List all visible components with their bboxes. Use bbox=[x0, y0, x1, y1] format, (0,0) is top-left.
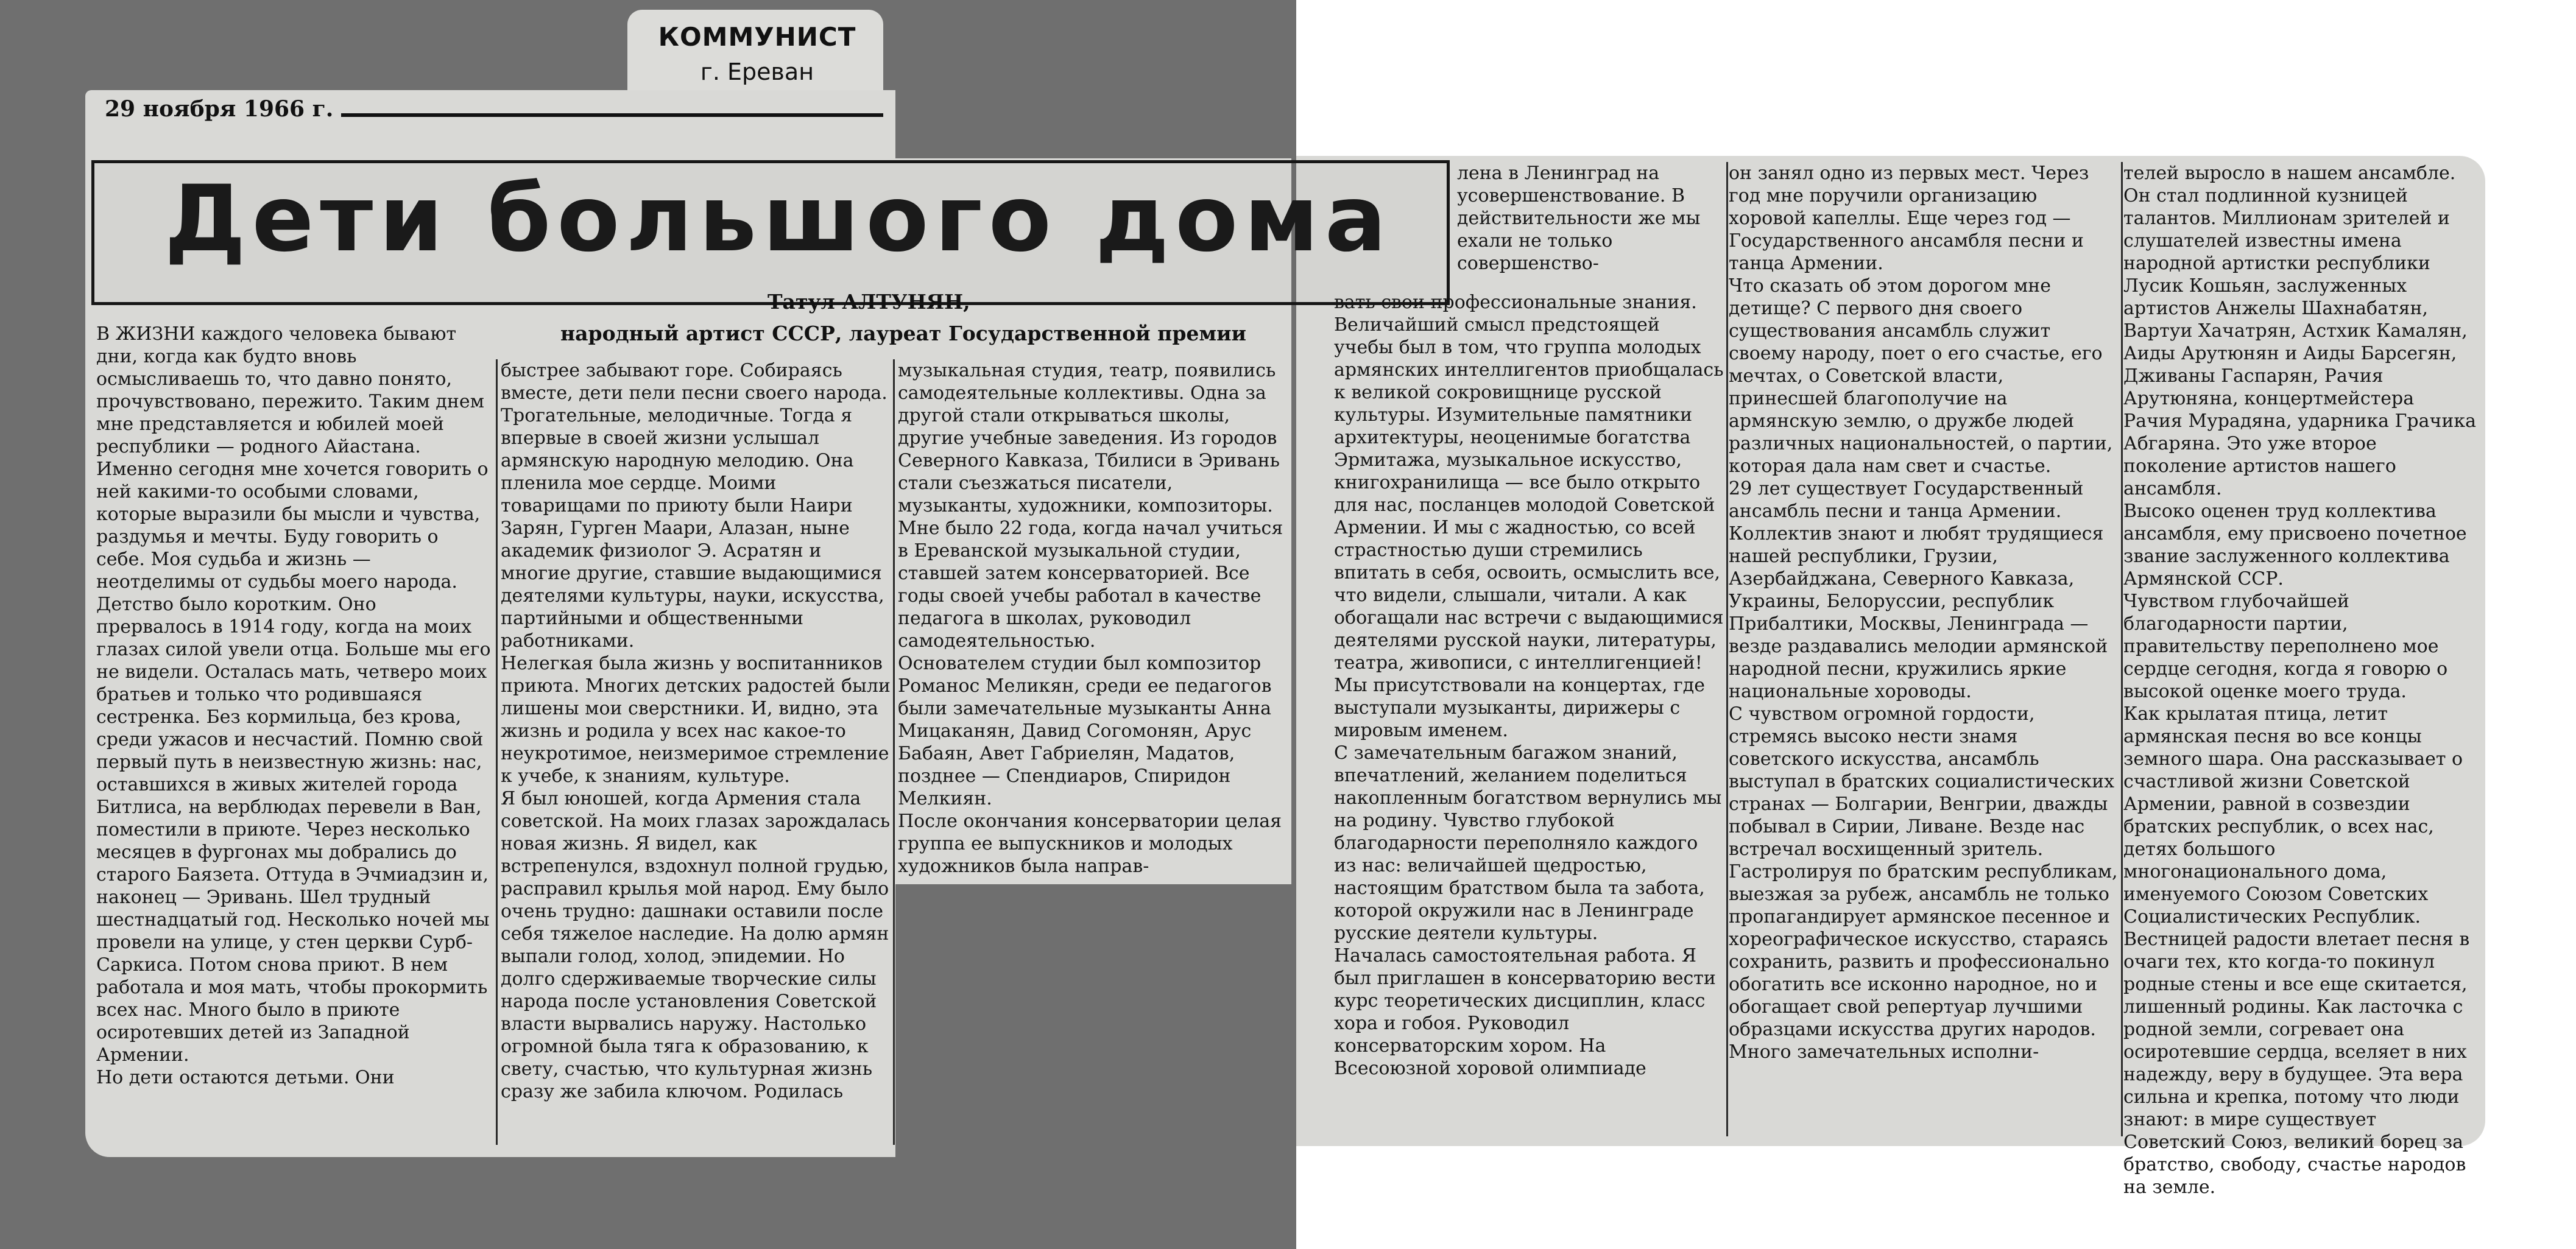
article-column-5: он занял одно из первых мест. Через год мне поручили организацию хоровой капеллы. Еще через год — Государственного ансамбля песни и танца Армении. Что сказать об этом дорогом мне детище? С первого дня своего существования ансамбль служит своему народу, поет о его счастье, его мечтах, о Советской власти, принесшей благополучие на армянскую землю, о дружбе людей различных национальностей, о партии, которая дала нам свет и счастье. 29 лет существует Государственный ансамбль песни и танца Армении. Коллектив знают и любят трудящиеся нашей республики, Грузии, Азербайджана, Северного Кавказа, Украины, Белоруссии, республик Прибалтики, Москвы, Ленинграда — везде раздавались мелодии армянской народной песни, кружились яркие национальные хороводы. С чувством огромной гордости, стремясь высоко нести знамя советского искусства, ансамбль выступал в братских социалистических странах — Болгарии, Венгрии, дважды побывал в Сирии, Ливане. Везде нас встречал восхищенный зритель. Гастролируя по братским республикам, выезжая за рубеж, ансамбль не только пропагандирует армянское песенное и хореографическое искусство, стараясь сохранить, развить и профессионально обогатить все исконно народное, но и обогащает свой репертуар лучшими образцами искусства других народов. Много замечательных исполни- bbox=[1729, 163, 2118, 1063]
author-name: Татул АЛТУНЯН, bbox=[768, 290, 970, 314]
newspaper-city: г. Ереван bbox=[700, 58, 814, 85]
date-rule bbox=[341, 113, 883, 117]
column-divider bbox=[2121, 162, 2123, 1136]
article-column-6: телей выросло в нашем ансамбле. Он стал подлинной кузницей талантов. Миллионам зрителей и слушателей известны имена народной артистки республики Лусик Кошьян, заслуженных артистов Анжелы Шахнабатян, Вартуи Хачатрян, Астхик Камалян, Аиды Арутюнян и Аиды Барсегян, Дживаны Гаспарян, Рачия Арутюняна, концертмейстера Рачия Мурадяна, ударника Грачика Абгаряна. Это уже второе поколение артистов нашего ансамбля. Высоко оценен труд коллектива ансамбля, ему присвоено почетное звание заслуженного коллектива Армянской ССР. Чувством глубочайшей благодарности партии, правительству переполнено мое сердце сегодня, когда я говорю о высокой оценке моего труда. Как крылатая птица, летит армянская песня во все концы земного шара. Она рассказывает о счастливой жизни Советской Армении, равной в созвездии братских республик, о всех нас, детях большого многонационального дома, именуемого Союзом Советских Социалистических Республик. Вестницей радости влетает песня в очаги тех, кто когда-то покинул родные стены и все еще скитается, лишенный родины. Как ласточка с родной земли, согревает она осиротевшие сердца, вселяет в них надежду, веру в будущее. Эта вера сильна и крепка, потому что люди знают: в мире существует Советский Союз, великий борец за братство, свободу, счастье народов на земле. bbox=[2123, 163, 2476, 1198]
column-divider bbox=[893, 359, 895, 1145]
author-title: народный артист СССР, лауреат Государственной премии bbox=[560, 322, 1247, 345]
column-divider bbox=[496, 359, 498, 1145]
column-divider bbox=[1726, 162, 1728, 1136]
article-headline: Дети большого дома bbox=[164, 166, 1393, 272]
article-column-4-top: лена в Ленинград на усовершенствование. В действительности же мы ехали не только совершенство- bbox=[1457, 163, 1701, 274]
article-column-4: вать свои профессиональные знания. Величайший смысл предстоящей учебы был в том, что группа молодых армянских интеллигентов приобщалась к великой сокровищнице русской культуры. Изумительные памятники архитектуры, неоценимые богатства Эрмитажа, музыкальное искусство, книгохранилища — все было открыто для нас, посланцев молодой Советской Армении. И мы с жадностью, со всей страстностью души стремились впитать в себя, освоить, осмыслить все, что видели, слышали, читали. А как обогащали нас встречи с выдающимися деятелями русской науки, литературы, театра, живописи, с интеллигенцией! Мы присутствовали на концертах, где выступали музыканты, дирижеры с мировым именем. С замечательным багажом знаний, впечатлений, желанием поделиться накопленным богатством вернулись мы на родину. Чувство глубокой благодарности переполняло каждого из нас: величайшей щедростью, настоящим братством была та забота, которой окружили нас в Ленинграде русские деятели культуры. Началась самостоятельная работа. Я был приглашен в консерваторию вести курс теоретических дисциплин, класс хора и гобоя. Руководил консерваторским хором. На Всесоюзной хоровой олимпиаде bbox=[1334, 292, 1724, 1079]
issue-date: 29 ноября 1966 г. bbox=[105, 96, 334, 122]
article-column-1: В ЖИЗНИ каждого человека бывают дни, когда как будто вновь осмысливаешь то, что давно понято, прочувствовано, пережито. Таким днем мне представляется и юбилей моей республики — родного Айастана. Именно сегодня мне хочется говорить о ней какими-то особыми словами, которые выразили бы мысли и чувства, раздумья и мечты. Буду говорить о себе. Моя судьба и жизнь — неотделимы от судьбы моего народа. Детство было коротким. Оно прервалось в 1914 году, когда на моих глазах силой увели отца. Больше мы его не видели. Осталась мать, четверо моих братьев и только что родившаяся сестренка. Без кормильца, без крова, среди ужасов и несчастий. Помню свой первый путь в неизвестную жизнь: нас, оставшихся в живых жителей города Битлиса, на верблюдах перевели в Ван, поместили в приюте. Через несколько месяцев в фургонах мы добрались до старого Баязета. Оттуда в Эчмиадзин и, наконец — Эривань. Шел трудный шестнадцатый год. Несколько ночей мы провели на улице, у стен церкви Сурб-Саркиса. Потом снова приют. В нем работала и моя мать, чтобы прокормить всех нас. Много было в приюте осиротевших детей из Западной Армении. Но дети остаются детьми. Они bbox=[96, 323, 491, 1088]
newspaper-name: КОММУНИСТ bbox=[658, 22, 856, 52]
article-column-3: музыкальная студия, театр, появились самодеятельные коллективы. Одна за другой стали открываться школы, другие учебные заведения. Из городов Северного Кавказа, Тбилиси в Эривань стали съезжаться писатели, музыканты, художники, композиторы. Мне было 22 года, когда начал учиться в Ереванской музыкальной студии, ставшей затем консерваторией. Все годы своей учебы работал в качестве педагога в школах, руководил самодеятельностью. Основателем студии был композитор Романос Меликян, среди ее педагогов были замечательные музыканты Анна Мицаканян, Давид Согомонян, Арус Бабаян, Авет Габриелян, Мадатов, позднее — Спендиаров, Спиридон Мелкиян. После окончания консерватории целая группа ее выпускников и молодых художников была направ- bbox=[898, 360, 1283, 877]
article-column-2: быстрее забывают горе. Собираясь вместе, дети пели песни своего народа. Трогательные, мелодичные. Тогда я впервые в своей жизни услышал армянскую народную мелодию. Она пленила мое сердце. Моими товарищами по приюту были Наири Зарян, Гурген Маари, Алазан, ныне академик физиолог Э. Асратян и многие другие, ставшие выдающимися деятелями культуры, науки, искусства, партийными и общественными работниками. Нелегкая была жизнь у воспитанников приюта. Многих детских радостей были лишены мои сверстники. И, видно, эта жизнь и родила у всех нас какое-то неукротимое, неизмеримое стремление к учебе, к знаниям, культуре. Я был юношей, когда Армения стала советской. На моих глазах зарождалась новая жизнь. Я видел, как встрепенулся, вздохнул полной грудью, расправил крылья мой народ. Ему было очень трудно: дашнаки оставили после себя тяжелое наследие. На долю армян выпали голод, холод, эпидемии. Но долго сдерживаемые творческие силы народа после установления Советской власти вырвались наружу. Настолько огромной была тяга к образованию, к свету, счастью, что культурная жизнь сразу же забила ключом. Родилась bbox=[501, 360, 891, 1102]
